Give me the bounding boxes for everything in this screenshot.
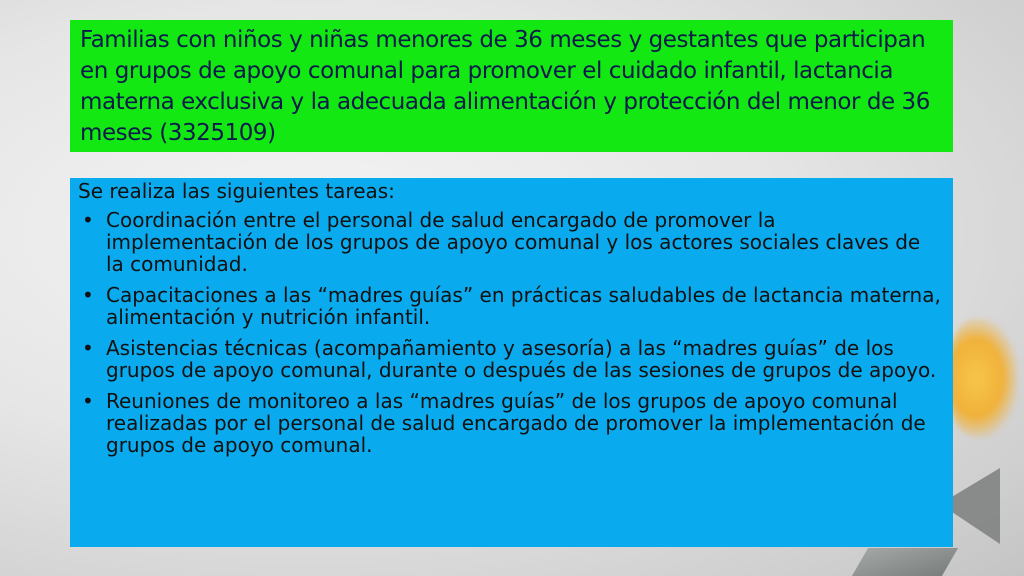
slide-title: Familias con niños y niñas menores de 36 meses y gestantes que participan en grupos de apoyo comunal para promover el cuidado infantil, lactancia materna exclusiva y la adecuada alimentación y protección del menor de 36 meses (3325109) [80, 27, 930, 146]
bullet-icon: • [82, 283, 94, 307]
list-item [78, 209, 941, 275]
list-item [78, 390, 941, 456]
task-text: Asistencias técnicas (acompañamiento y asesoría) a las “madres guías” de los grupos de apoyo comunal, durante o después de las sesiones de grupos de apoyo. [106, 336, 937, 382]
bullet-icon: • [82, 336, 94, 360]
bullet-icon: • [82, 208, 94, 232]
list-item [78, 337, 941, 381]
slide-content-box [70, 178, 953, 547]
slide-title-box [70, 20, 953, 152]
list-item [78, 284, 941, 328]
task-text: Reuniones de monitoreo a las “madres guías” de los grupos de apoyo comunal realizadas por el personal de salud encargado de promover la implementación de grupos de apoyo comunal. [106, 389, 926, 457]
decorative-yellow-shape [948, 318, 1018, 438]
bullet-icon: • [82, 389, 94, 413]
tasks-intro: Se realiza las siguientes tareas: [78, 179, 395, 203]
decorative-gray-bar [852, 548, 958, 576]
task-text: Coordinación entre el personal de salud encargado de promover la implementación de los grupos de apoyo comunal y los actores sociales claves de la comunidad. [106, 208, 921, 276]
task-list [78, 209, 941, 456]
task-text: Capacitaciones a las “madres guías” en prácticas saludables de lactancia materna, alimentación y nutrición infantil. [106, 283, 941, 329]
